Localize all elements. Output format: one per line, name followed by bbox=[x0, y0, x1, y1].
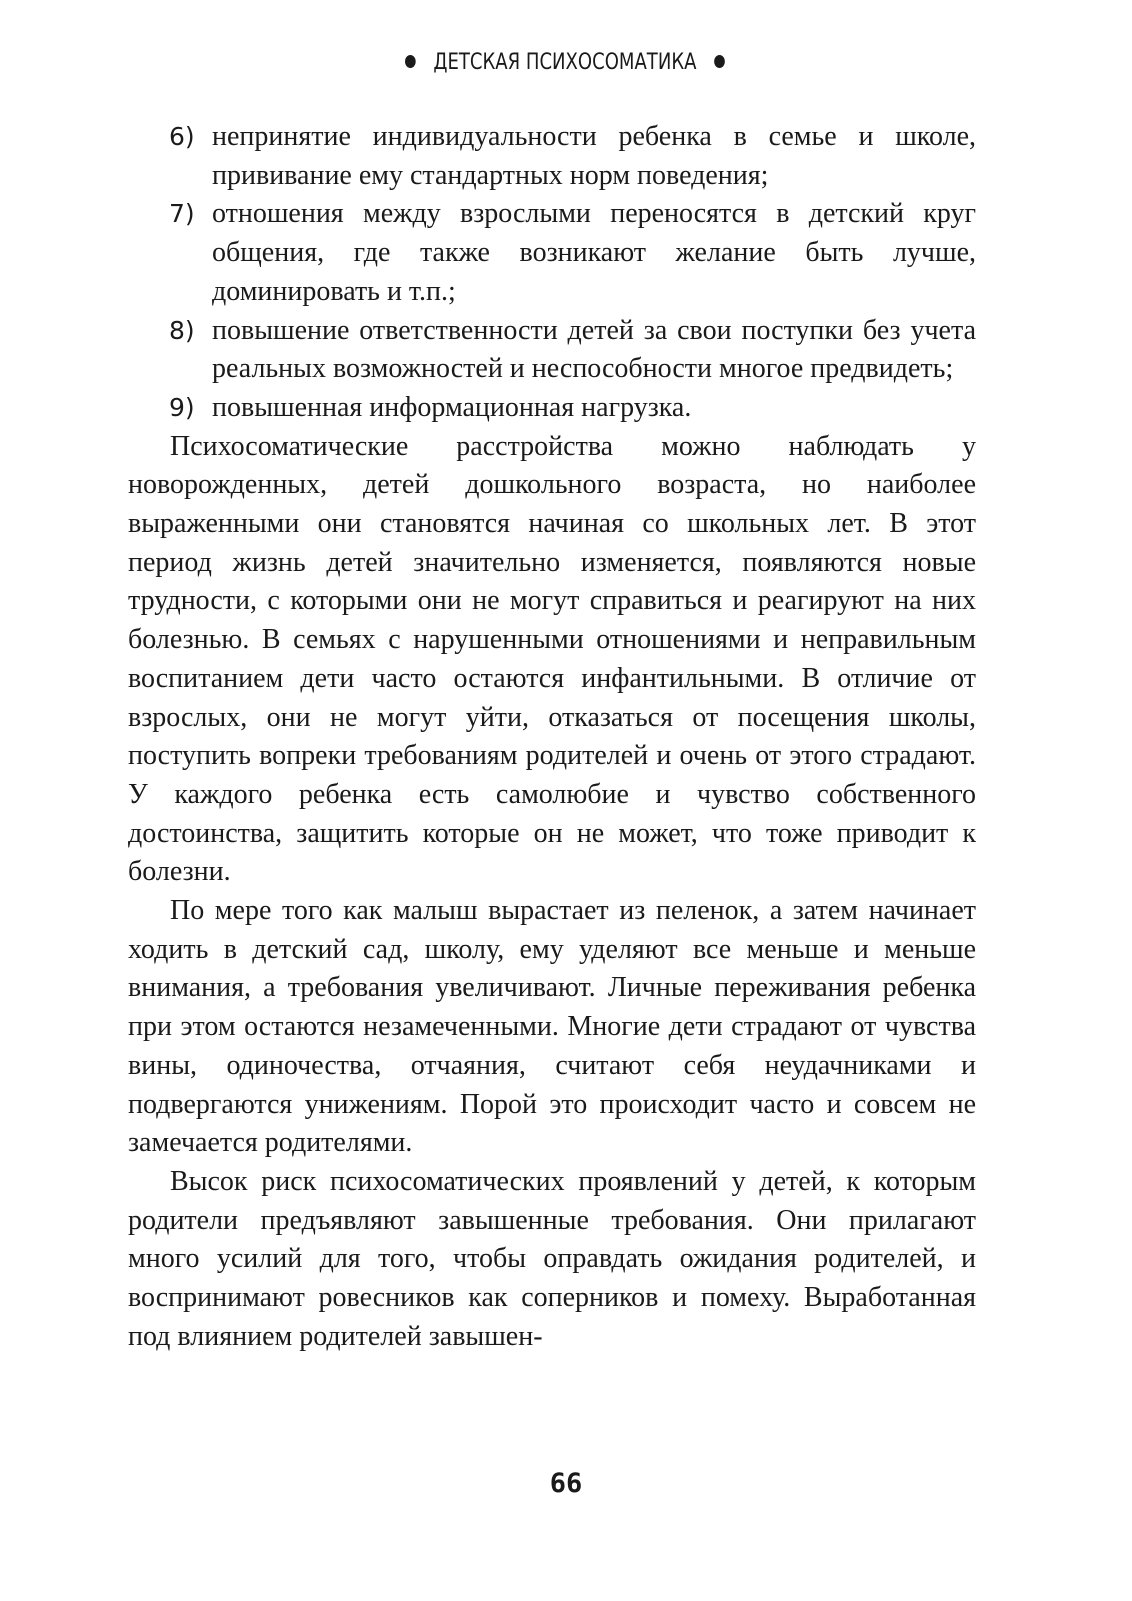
body-text bbox=[128, 118, 976, 1357]
list-item-text: отношения между взрослыми переносятся в детский круг общения, где также возникают желание быть лучше, доминировать и т.п.; bbox=[212, 198, 976, 307]
list-item-number: 8) bbox=[169, 315, 195, 345]
bullet-dot-icon bbox=[715, 55, 726, 68]
list-item bbox=[128, 389, 976, 428]
running-header bbox=[101, 50, 1029, 75]
list-item-number: 9) bbox=[169, 392, 195, 422]
list-item bbox=[128, 195, 976, 311]
bullet-dot-icon bbox=[405, 55, 416, 68]
list-item-number: 7) bbox=[169, 199, 195, 229]
page-number: 66 bbox=[549, 1468, 583, 1499]
list-item bbox=[128, 118, 976, 195]
running-header-title: ДЕТСКАЯ ПСИХОСОМАТИКА bbox=[433, 50, 697, 75]
list-item bbox=[128, 312, 976, 389]
list-item-text: повышение ответственности детей за свои поступки без учета реальных возможностей и неспособности многое предвидеть; bbox=[212, 314, 976, 385]
list-item-text: повышенная информационная нагрузка. bbox=[212, 391, 692, 423]
paragraph: Высок риск психосоматических проявлений у детей, к которым родители предъявляют завышенные требования. Они прилагают много усилий для того, чтобы оправдать ожидания родителей, и воспринимают ровесников как соперников и помеху. Выработанная под влиянием родителей завышен- bbox=[128, 1165, 976, 1352]
list-item-number: 6) bbox=[169, 122, 195, 151]
paragraph: Психосоматические расстройства можно наблюдать у новорожденных, детей дошкольного возраста, но наиболее выраженными они становятся начиная со школьных лет. В этот период жизнь детей значительно изменяется, появляются новые трудности, с которыми они не могут справиться и реагируют на них болезнью. В семьях с нарушенными отношениями и неправильным воспитанием дети часто остаются инфантильными. В отличие от взрослых, они не могут уйти, отказаться от посещения школы, поступить вопреки требованиям родителей и очень от этого страдают. У каждого ребенка есть самолюбие и чувство собственного достоинства, защитить которые он не может, что тоже приводит к болезни. bbox=[128, 430, 976, 888]
paragraph: По мере того как малыш вырастает из пеленок, а затем начинает ходить в детский сад, школу, ему уделяют все меньше и меньше внимания, а требования увеличивают. Личные переживания ребенка при этом остаются незамеченными. Многие дети страдают от чувства вины, одиночества, отчаяния, считают себя неудачниками и подвергаются унижениям. Порой это происходит часто и совсем не замечается родителями. bbox=[128, 895, 976, 1159]
list-item-text: непринятие индивидуальности ребенка в семье и школе, прививание ему стандартных норм поведения; bbox=[212, 121, 976, 191]
numbered-list bbox=[128, 118, 976, 428]
